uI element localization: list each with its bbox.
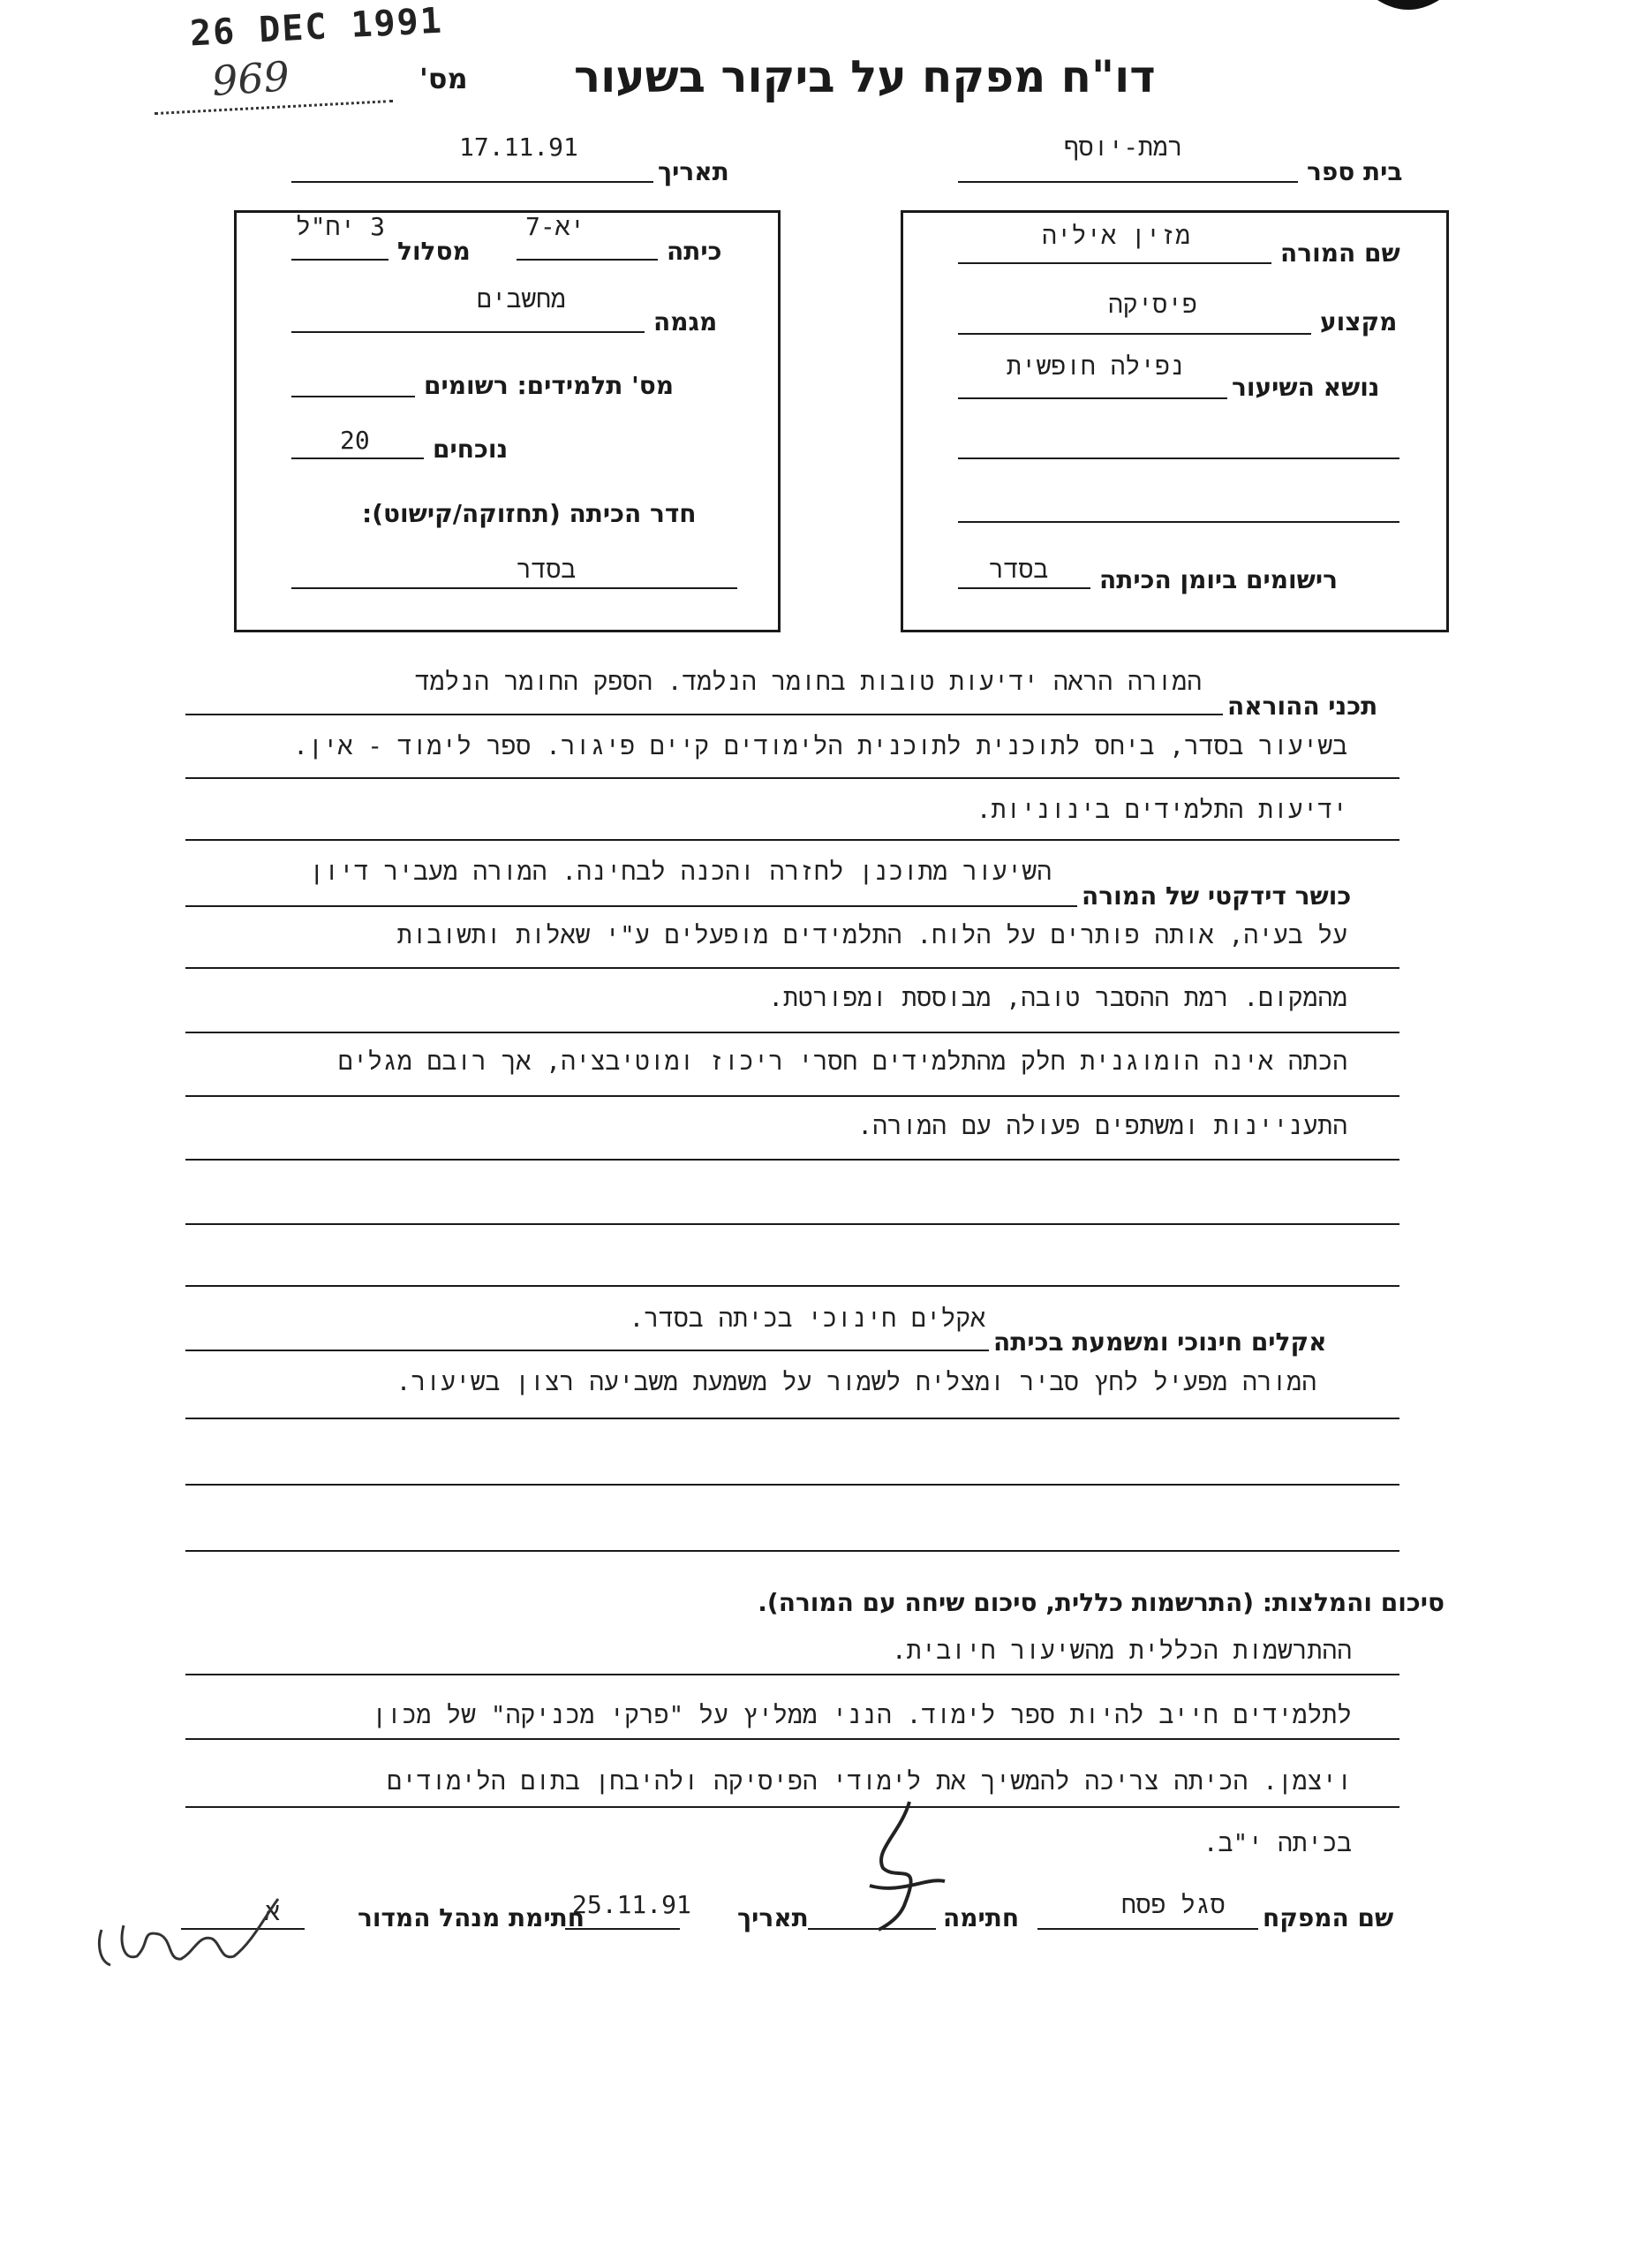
blank-line-2 xyxy=(958,521,1399,523)
climate-rule-2 xyxy=(185,1418,1399,1419)
journal-label: רישומים ביומן הכיתה xyxy=(1099,565,1338,594)
school-line xyxy=(958,181,1298,183)
class-value: יא-7 xyxy=(525,212,585,241)
didactic-rule-4 xyxy=(185,1095,1399,1097)
subject-label: מקצוע xyxy=(1320,307,1398,337)
present-label: נוכחים xyxy=(433,435,509,464)
track-value: 3 יח"ל xyxy=(296,212,385,241)
didactic-line-1: השיעור מתוכנן לחזרה והכנה לבחינה. המורה מעביר דיון xyxy=(309,857,1052,886)
date-stamp: 26 DEC 1991 xyxy=(188,0,444,55)
inspector-signature xyxy=(839,1797,954,1939)
didactic-rule-2 xyxy=(185,967,1399,969)
summary-rule-2 xyxy=(185,1738,1399,1740)
principal-mark: א xyxy=(265,1897,280,1926)
climate-label: אקלים חינוכי ומשמעת בכיתה xyxy=(993,1327,1327,1357)
inspector-value: סגל פסח xyxy=(1121,1890,1226,1919)
footer-date-label: תאריך xyxy=(737,1903,809,1932)
blank-line-1 xyxy=(958,457,1399,459)
climate-line-1: אקלים חינוכי בכיתה בסדר. xyxy=(629,1304,985,1333)
climate-rule-1 xyxy=(185,1350,989,1351)
teacher-line xyxy=(958,262,1271,264)
major-line xyxy=(291,331,645,333)
students-label: מס' תלמידים: רשומים xyxy=(424,371,675,400)
summary-line-3: ויצמן. הכיתה צריכה להמשיך את לימודי הפיסיקה ולהיבחן בתום הלימודים xyxy=(387,1766,1352,1796)
present-value: 20 xyxy=(340,426,370,455)
didactic-rule-6 xyxy=(185,1223,1399,1225)
content-label: תכני ההוראה xyxy=(1227,692,1378,721)
teacher-value: מזין איליה xyxy=(1042,221,1191,250)
principal-signature xyxy=(88,1881,291,1978)
didactic-rule-1 xyxy=(185,905,1077,907)
visit-date-label: תאריך xyxy=(658,157,729,186)
didactic-line-2: על בעיה, אותה פותרים על הלוח. התלמידים מופעלים ע"י שאלות ותשובות xyxy=(396,920,1347,949)
present-line xyxy=(291,457,424,459)
summary-label: סיכום והמלצות: (התרשמות כללית, סיכום שיחה עם המורה). xyxy=(758,1588,1445,1617)
room-label: חדר הכיתה (תחזוקה/קישוט): xyxy=(362,499,697,528)
school-label: בית ספר xyxy=(1307,157,1403,186)
summary-line-2: לתלמידים חייב להיות ספר לימוד. הנני ממליץ על "פרקי מכניקה" של מכון xyxy=(372,1700,1352,1729)
visit-date-line xyxy=(291,181,653,183)
major-value: מחשבים xyxy=(477,284,566,314)
topic-label: נושא השיעור xyxy=(1232,373,1380,402)
visit-date-value: 17.11.91 xyxy=(459,132,578,162)
didactic-line-5: התעניינות ומשתפים פעולה עם המורה. xyxy=(857,1111,1347,1140)
content-line-1: המורה הראה ידיעות טובות בחומר הנלמד. הספק החומר הנלמד xyxy=(414,667,1202,696)
class-details-box xyxy=(234,210,781,632)
content-line-2: בשיעור בסדר, ביחס לתוכנית לתוכנית הלימודים קיים פיגור. ספר לימוד - אין. xyxy=(293,731,1347,760)
content-rule-1 xyxy=(185,714,1223,715)
school-value: רמת-יוסף xyxy=(1064,132,1183,162)
didactic-line-4: הכתה אינה הומוגנית חלק מהתלמידים חסרי ריכוז ומוטיבציה, אך רובם מגלים xyxy=(337,1047,1347,1076)
room-line xyxy=(291,587,737,589)
class-line xyxy=(517,259,658,261)
topic-value: נפילה חופשית xyxy=(1007,352,1185,381)
didactic-line-3: מהמקום. רמת ההסבר טובה, מבוססת ומפורטת. xyxy=(768,983,1347,1012)
students-line xyxy=(291,396,415,397)
footer-date-value: 25.11.91 xyxy=(572,1890,691,1919)
didactic-rule-5 xyxy=(185,1159,1399,1161)
signature-label: חתימה xyxy=(943,1903,1020,1932)
inspector-line xyxy=(1037,1928,1258,1930)
didactic-label: כושר דידקטי של המורה xyxy=(1082,881,1352,911)
handwritten-number: 969 xyxy=(210,52,291,105)
track-line xyxy=(291,259,388,261)
class-label: כיתה xyxy=(667,237,722,266)
inspector-label: שם המפקח xyxy=(1263,1903,1394,1932)
content-rule-2 xyxy=(185,777,1399,779)
climate-rule-4 xyxy=(185,1550,1399,1552)
subject-value: פיסיקה xyxy=(1108,290,1197,319)
didactic-rule-7 xyxy=(185,1285,1399,1287)
topic-line xyxy=(958,397,1227,399)
principal-label: חתימת מנהל המדור xyxy=(358,1903,585,1932)
journal-value: בסדר xyxy=(989,555,1049,584)
summary-rule-1 xyxy=(185,1674,1399,1675)
teacher-label: שם המורה xyxy=(1280,238,1400,268)
number-label: מס' xyxy=(419,62,468,95)
didactic-rule-3 xyxy=(185,1032,1399,1033)
climate-rule-3 xyxy=(185,1484,1399,1486)
summary-line-1: ההתרשמות הכללית מהשיעור חיובית. xyxy=(891,1636,1352,1665)
page-title: דו"ח מפקח על ביקור בשעור xyxy=(574,51,1156,102)
summary-line-4: בכיתה י"ב. xyxy=(1203,1828,1352,1857)
dotted-number-line xyxy=(155,100,393,115)
subject-line xyxy=(958,333,1311,335)
room-value: בסדר xyxy=(517,555,577,584)
content-line-3: ידיעות התלמידים בינוניות. xyxy=(976,795,1347,824)
track-label: מסלול xyxy=(397,237,471,266)
content-rule-3 xyxy=(185,839,1399,841)
journal-line xyxy=(958,587,1090,589)
climate-line-2: המורה מפעיל לחץ סביר ומצליח לשמור על משמעת משביעה רצון בשיעור. xyxy=(396,1367,1316,1396)
major-label: מגמה xyxy=(653,307,718,337)
summary-rule-3 xyxy=(185,1806,1399,1808)
corner-mark-icon xyxy=(1373,0,1444,18)
